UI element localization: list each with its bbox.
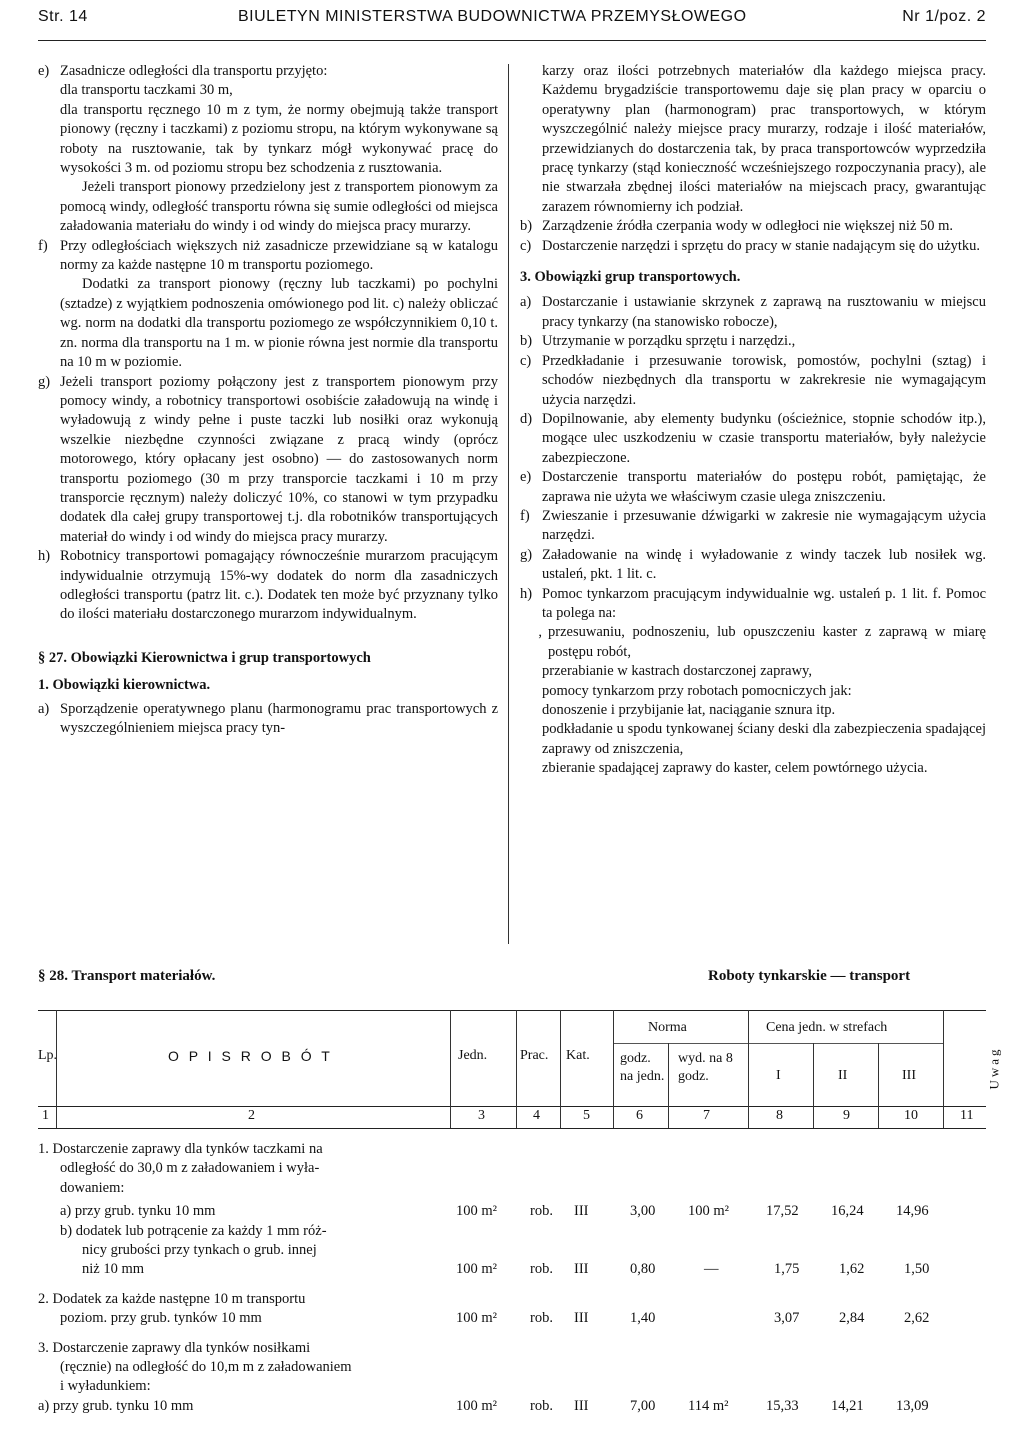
col-num: 10 (904, 1108, 918, 1123)
section-27-heading: § 27. Obowiązki Kierownictwa i grup transportowych (38, 649, 371, 666)
table-row: a) przy grub. tynku 10 mm 100 m² rob. III 7,00 114 m² 15,33 14,21 13,09 (38, 1397, 929, 1414)
col-wyd: wyd. na 8 godz. (678, 1051, 733, 1084)
col-num: 8 (776, 1108, 783, 1123)
clause-3d: d) Dopilnowanie, aby elementy budynku (ościeżnice, stopnie schodów itp.), mogące ulec uszkodzeniu w czasie transportu materiałów, były należycie zabezpieczone. (520, 410, 986, 466)
section-27-sub1: 1. Obowiązki kierownictwa. (38, 677, 211, 694)
col-strefa-2: II (838, 1068, 848, 1083)
clause-3f: f) Zwieszanie i przesuwanie dźwigarki w zakresie nie wymagającym użycia narzędzi. (520, 507, 986, 544)
clause-h: h) Robotnicy transportowi pomagający równocześnie murarzom pracującym indywidualnie otrzymują 15%-wy dodatek do norm dla zasadniczych odległości transportu (patrz lit. c.). Dodatek ten może być przyznany tylko do ilości materiału dostarczonego murarzom indywidualnym. (38, 548, 498, 623)
table-row: 2. Dodatek za każde następne 10 m transportu (38, 1290, 306, 1307)
col-num: 7 (703, 1108, 710, 1123)
col-num: 1 (42, 1108, 49, 1123)
table-row: niż 10 mm 100 m² rob. III 0,80 — 1,75 1,62 1,50 (82, 1261, 930, 1278)
section-28-heading: § 28. Transport materiałów. Roboty tynkarskie — transport (38, 968, 911, 984)
col-strefa-3: III (902, 1068, 916, 1083)
col-opis: O P I S R O B Ó T (168, 1048, 333, 1064)
help-list-item: przerabianie w kastrach dostarczonej zaprawy, (542, 663, 812, 680)
table-row: odległość do 30,0 m z załadowaniem i wyła- (60, 1160, 320, 1177)
clause-f: f) Przy odległościach większych niż zasadnicze przewidziane są w katalogu normy za każde następne 10 m transportu poziomego. (38, 237, 498, 274)
table-row: nicy grubości przy tynkach o grub. innej (82, 1241, 317, 1258)
help-list-item: podkładanie u spodu tynkowanej ściany deski dla zabezpieczenia spadającej zaprawy od zniszczenia, (542, 721, 986, 757)
clause-3g: g) Załadowanie na windę i wyładowanie z windy taczek lub nosiłek wg. ustaleń, pkt. 1 lit. c. (520, 546, 986, 583)
col-num: 4 (533, 1108, 540, 1123)
clause-1c: c) Dostarczenie narzędzi i sprzętu do pracy w stanie nadającym się do użytku. (520, 237, 981, 254)
table-row: dowaniem: (60, 1179, 125, 1196)
issue-number: Nr 1/poz. 2 (902, 8, 986, 25)
clause-1b: b) Zarządzenie źródła czerpania wody w odległoci nie większej niż 50 m. (520, 218, 954, 235)
header-rule (38, 40, 986, 41)
page-header (38, 8, 986, 30)
clause-1a-cont: karzy oraz ilości potrzebnych materiałów dla każdego miejsca pracy. Każdemu brygadziście transportowemu daje się plan pracy w oparciu o operatywny plan (harmonogram) prac transportowych, w którym wyszczególnić należy miejsce pracy murarzy, rodzaje i ilość materiałów, przewidzianych do dostarczenia tak, by praca transportowców wyprzedziła pracę tynkarzy (stąd konieczność wcześniejszego rozpoczynania pracy), ale nie stwarzała zbędnej ilości materiałów na miejscach pracy, gwarantując zarazem równomierny ich podział. (542, 63, 986, 215)
col-jedn: Jedn. (458, 1048, 488, 1063)
help-list-item: , przesuwaniu, podnoszeniu, lub opuszczeniu kaster z zaprawą w miarę postępu robót, (538, 624, 986, 660)
table-row: b) dodatek lub potrącenie za każdy 1 mm róż- (60, 1222, 327, 1239)
col-uwag: Uwag (986, 1046, 1002, 1090)
clause-f-para2: Dodatki za transport pionowy (ręczny lub taczkami) po pochylni (sztadze) z wyjątkiem podnoszenia omówionego pod lit. c) należy obliczać wg. norm na dodatki dla transportu poziomego ze współczynnikiem 0,10 t. zn. norma dla transportu na 1 m. w pionie równa jest normie dla transportu na 10 m w poziomie. (60, 276, 498, 371)
col-num: 9 (843, 1108, 850, 1123)
help-list-item: zbieranie spadającej zaprawy do kaster, celem powtórnego użycia. (542, 760, 928, 777)
table-body (38, 1140, 986, 1416)
column-divider (508, 64, 509, 944)
clause-e-line2: dla transportu ręcznego 10 m z tym, że normy obejmują także transport pionowy (ręczny i taczkami) z poziomu stropu, na którym wykonywane są roboty na rusztowanie, tak by tynkarz mógł wykonywać pracę do wysokości 3 m. od poziomu stropu bez schodzenia z rusztowania. (60, 101, 498, 177)
col-norma: Norma (648, 1020, 687, 1035)
col-strefa-1: I (776, 1068, 781, 1083)
clause-g: g) Jeżeli transport poziomy połączony jest z transportem pionowym przy pomocy windy, a robotnicy transportowi osobiście załadowują na windę i wyładowują z windy pełne i puste taczki lub nosiłki oraz wykonują wszelkie niezbędne czynności związane z pracą windy (oprócz motorowego, który opłacany jest osobno) — do zastosowanych norm transportu poziomego (30 m przy transporcie taczkami i 10 m przy transporcie ręcznym) należy doliczyć 10%, co stanowi w tym przypadku dodatek dla całej grupy transportowej t.j. dla robotników transportujących materiał do windy i od windy do miejsca pracy murarzy. (38, 373, 498, 545)
table-row: (ręcznie) na odległość do 10,m m z załadowaniem (60, 1358, 352, 1375)
section-28-subtitle: Roboty tynkarskie — transport (708, 968, 911, 984)
journal-title: BIULETYN MINISTERSTWA BUDOWNICTWA PRZEMYSŁOWEGO (238, 8, 747, 25)
clause-3h: h) Pomoc tynkarzom pracującym indywidualnie wg. ustaleń p. 1 lit. f. Pomoc ta polega na: (520, 585, 986, 621)
table-row: poziom. przy grub. tynków 10 mm 100 m² rob. III 1,40 3,07 2,84 2,62 (60, 1310, 930, 1327)
clause-3b: b) Utrzymanie w porządku sprzętu i narzędzi., (520, 333, 796, 350)
clause-3c: c) Przedkładanie i przesuwanie torowisk, pomostów, pochylni (sztag) i schodów niezbędnych dla transportu w zakrekresie nie wymagającym użycia narzędzi. (520, 352, 986, 408)
right-column (520, 62, 986, 779)
col-num: 6 (636, 1108, 643, 1123)
section-3-heading: 3. Obowiązki grup transportowych. (520, 269, 741, 286)
table-header (38, 1010, 1002, 1130)
col-num: 5 (583, 1108, 590, 1123)
clause-e: e) Zasadnicze odległości dla transportu przyjęto: (38, 63, 328, 79)
col-cena: Cena jedn. w strefach (766, 1020, 888, 1035)
table-row: 3. Dostarczenie zaprawy dla tynków nosiłkami (38, 1339, 311, 1356)
table-row: 1. Dostarczenie zaprawy dla tynków taczkami na (38, 1141, 323, 1157)
col-godz: godz. na jedn. (620, 1051, 665, 1084)
help-list-item: donoszenie i przybijanie łat, naciąganie sznura itp. (542, 702, 836, 718)
table-row: a) przy grub. tynku 10 mm 100 m² rob. III 3,00 100 m² 17,52 16,24 14,96 (60, 1203, 929, 1220)
clause-3a: a) Dostarczanie i ustawianie skrzynek z zaprawą na rusztowaniu w miejscu pracy tynkarzy (na stanowisko robocze), (520, 294, 986, 330)
col-kat: Kat. (566, 1048, 590, 1063)
col-num: 2 (248, 1108, 255, 1123)
clause-3e: e) Dostarczenie transportu materiałów do postępu robót, pamiętając, że zaprawa nie użyta we właściwym czasie ulega zniszczeniu. (520, 469, 986, 505)
col-num: 3 (478, 1108, 485, 1123)
col-lp: Lp. (38, 1048, 58, 1063)
col-prac: Prac. (520, 1048, 549, 1063)
page-number: Str. 14 (38, 8, 88, 25)
left-column (38, 62, 498, 738)
table-row: i wyładunkiem: (60, 1378, 151, 1395)
clause-1a: a) Sporządzenie operatywnego planu (harmonogramu prac transportowych z wyszczególnieniem miejsca pracy tyn- (38, 700, 498, 736)
clause-e-line1: dla transportu taczkami 30 m, (60, 82, 233, 99)
help-list-item: pomocy tynkarzom przy robotach pomocniczych jak: (542, 682, 852, 699)
clause-e-para2: Jeżeli transport pionowy przedzielony jest z transportem pionowym za pomocą windy, odległość transportu równa się sumie odległości od miejsca załadowania materiału do windy i od windy do miejsca pracy murarzy. (60, 179, 498, 235)
col-num: 11 (960, 1108, 974, 1123)
